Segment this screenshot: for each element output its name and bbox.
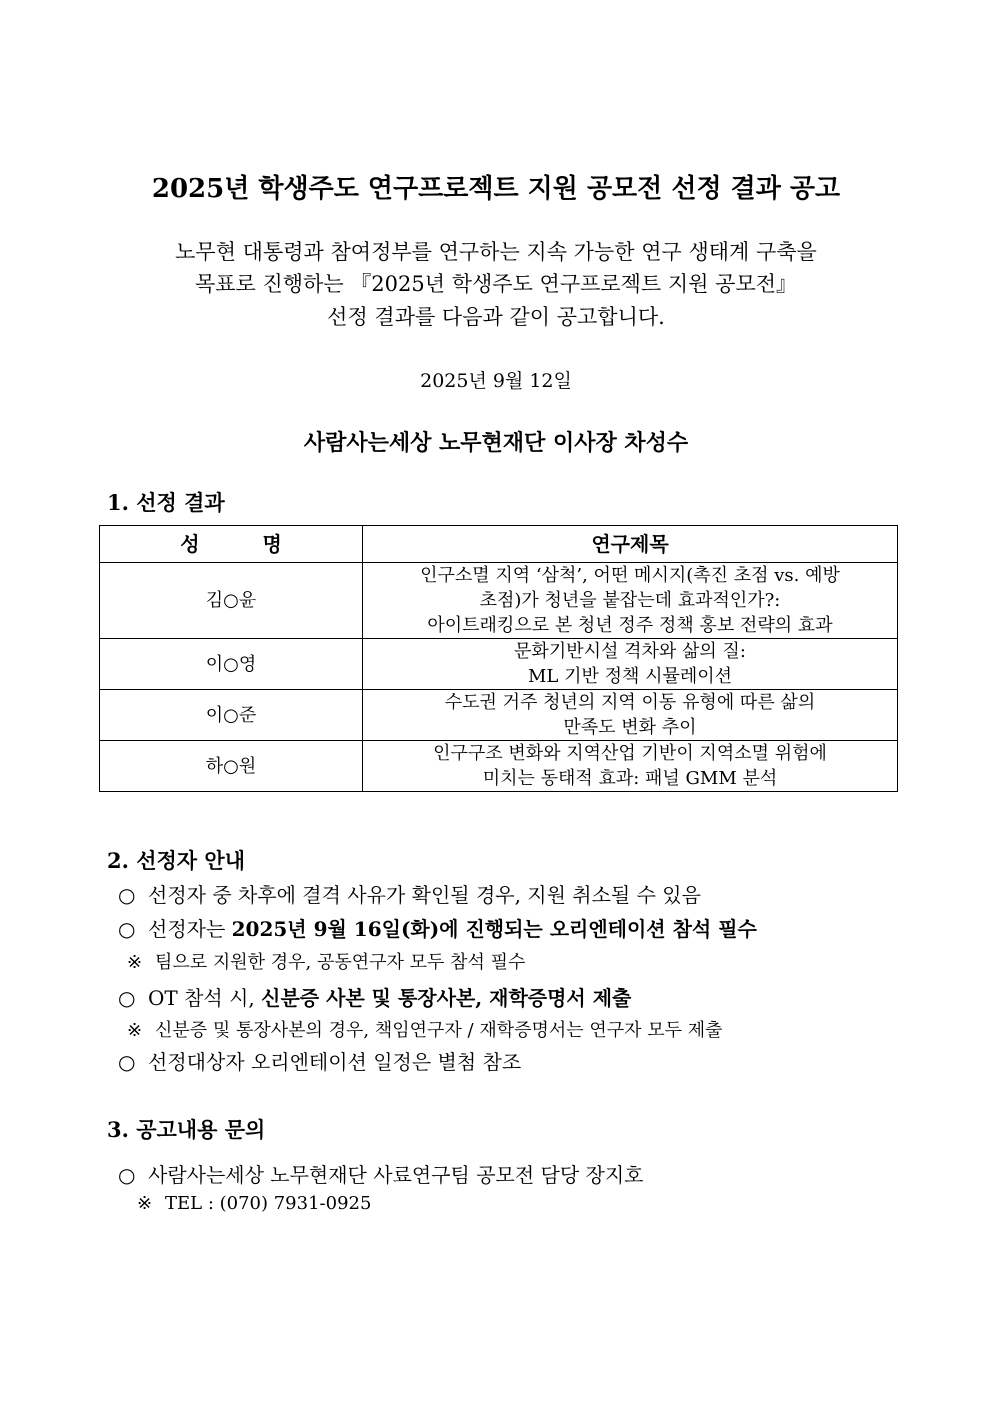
section-2-heading: 2. 선정자 안내 [107,848,245,873]
table-row [100,563,898,639]
results-table [99,525,898,792]
reference-mark-icon: ※ [137,1193,153,1214]
guide-item-2: ○ 선정자는 2025년 9월 16일(화)에 진행되는 오리엔테이션 참석 필수 [118,917,757,941]
guide-item-4: ○ 선정대상자 오리엔테이션 일정은 별첨 참조 [118,1050,522,1074]
research-title: 문화기반시설 격차와 삶의 질: ML 기반 정책 시뮬레이션 [363,639,898,690]
research-title: 수도권 거주 청년의 지역 이동 유형에 따른 삶의 만족도 변화 추이 [363,690,898,741]
contact-item: ○ 사람사는세상 노무현재단 사료연구팀 공모전 담당 장지호 [118,1163,644,1187]
guide-note-2: ※ 신분증 및 통장사본의 경우, 책임연구자 / 재학증명서는 연구자 모두 제출 [127,1020,723,1041]
circle-bullet-icon: ○ [118,917,136,941]
announcement-date: 2025년 9월 12일 [420,370,572,392]
guide-note-1: ※ 팀으로 지원한 경우, 공동연구자 모두 참석 필수 [127,952,526,973]
circle-bullet-icon: ○ [118,986,136,1010]
signature: 사람사는세상 노무현재단 이사장 차성수 [303,430,689,456]
circle-bullet-icon: ○ [118,1050,136,1074]
table-header-row [100,526,898,563]
reference-mark-icon: ※ [127,952,143,973]
intro-line-3: 선정 결과를 다음과 같이 공고합니다. [327,305,665,329]
table-row [100,690,898,741]
winner-name: 이○준 [100,690,363,741]
research-title: 인구구조 변화와 지역산업 기반이 지역소멸 위험에 미치는 동태적 효과: 패널 GMM 분석 [363,741,898,792]
column-header-title: 연구제목 [363,526,898,563]
winner-name: 김○윤 [100,563,363,639]
intro-line-2: 목표로 진행하는 『2025년 학생주도 연구프로젝트 지원 공모전』 [194,272,798,296]
research-title: 인구소멸 지역 ‘삼척’, 어떤 메시지(촉진 초점 vs. 예방 초점)가 청년을 붙잡는데 효과적인가?: 아이트래킹으로 본 청년 정주 정책 홍보 전략의 효과 [363,563,898,639]
intro-line-1: 노무현 대통령과 참여정부를 연구하는 지속 가능한 연구 생태계 구축을 [175,240,817,264]
winner-name: 이○영 [100,639,363,690]
table-row [100,639,898,690]
page-title: 2025년 학생주도 연구프로젝트 지원 공모전 선정 결과 공고 [151,174,841,204]
section-1-heading: 1. 선정 결과 [107,490,225,515]
table-row [100,741,898,792]
column-header-name: 성 명 [100,526,363,563]
circle-bullet-icon: ○ [118,1163,136,1187]
circle-bullet-icon: ○ [118,883,136,907]
guide-item-3: ○ OT 참석 시, 신분증 사본 및 통장사본, 재학증명서 제출 [118,986,632,1010]
reference-mark-icon: ※ [127,1020,143,1041]
guide-item-1: ○ 선정자 중 차후에 결격 사유가 확인될 경우, 지원 취소될 수 있음 [118,883,701,907]
winner-name: 하○원 [100,741,363,792]
section-3-heading: 3. 공고내용 문의 [107,1117,266,1142]
contact-phone: ※ TEL : (070) 7931-0925 [137,1193,372,1214]
